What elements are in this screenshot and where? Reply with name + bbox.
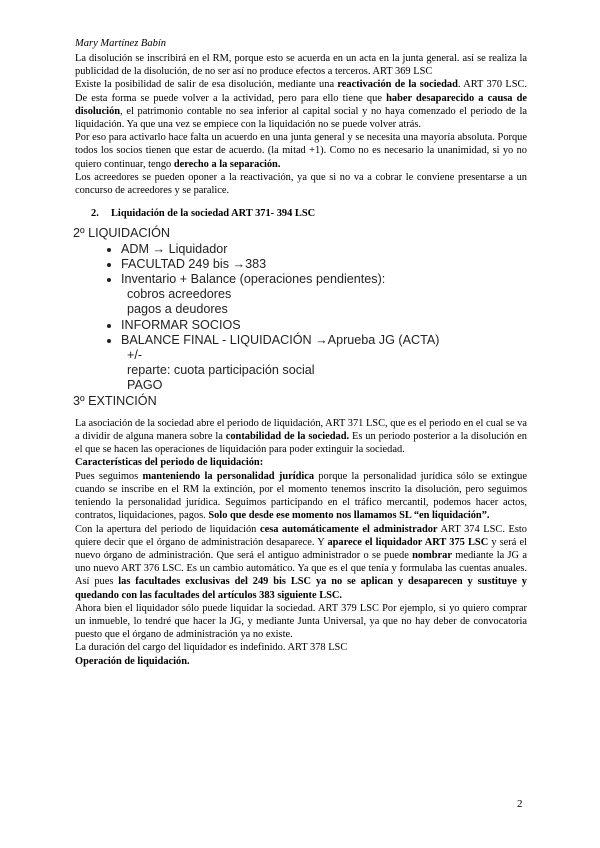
slide-bullet: • Inventario + Balance (operaciones pendientes): <box>121 272 527 287</box>
text: Es un periodo posterior a la disolución en el que se hacen las operaciones de liquidación para poder extinguir la sociedad. <box>75 431 527 456</box>
bold-text: reactivación de la sociedad <box>337 79 458 91</box>
text: Pues seguimos <box>75 470 143 482</box>
characteristics-heading <box>75 456 527 469</box>
document-body <box>75 52 527 668</box>
text: y será el nuevo órgano de administración. Que será el antiguo administrador o se puede <box>75 536 527 561</box>
paragraph-liquidator-limits: Ahora bien el liquidador sólo puede liquidar la sociedad. ART 379 LSC Por ejemplo, si yo quiero comprar un inmueble, lo tendré que hacer la JG, y mediante Junta Universal, ya que no hay deber de convocatoria puesto que el órgano de administración ya no existe. <box>75 602 527 641</box>
paragraph-liquidation-period <box>75 417 527 457</box>
bold-text: contabilidad de la sociedad. <box>225 431 350 443</box>
bold-text: Solo que desde ese momento nos llamamos SL “en liquidación”. <box>208 510 490 522</box>
text: porque la personalidad jurídica sólo se extingue cuando se inscribe en el RM la extinción, por el momento tenemos inscrito la disolución, pero seguimos teniendo la personalidad jurídica. Seguimos participando en el tráfico mercantil, podemos hacer actos, contratos, liquidaciones, pagos. <box>75 470 527 522</box>
slide-bullet-list <box>73 242 527 288</box>
paragraph-duration: La duración del cargo del liquidador es indefinido. ART 378 LSC <box>75 642 348 654</box>
slide-bullet-list-2 <box>73 318 527 348</box>
text: Por eso para activarlo hace falta un acuerdo en una junta general y se necesita una mayoría absoluta. Porque todos los socios tienen que estar de acuerdo. (la mitad +1). Como no es necesario la unanimidad, si yo no quiero continuar, tengo <box>75 132 527 170</box>
text: Con la apertura del periodo de liquidación <box>75 523 260 535</box>
section-title <box>91 207 527 220</box>
bold-text: manteniendo la personalidad jurídica <box>142 470 315 482</box>
slide-sub-line: cobros acreedores <box>127 287 232 302</box>
paragraph-legal-personality <box>75 470 527 523</box>
paragraph-reactivation <box>75 78 527 131</box>
slide-bullet: • BALANCE FINAL - LIQUIDACIÓN →Aprueba JG (ACTA) <box>121 333 527 348</box>
paragraph-liquidator <box>75 523 527 602</box>
paragraph-creditors <box>75 171 527 197</box>
slide-after-line: PAGO <box>127 378 163 393</box>
bold-text: las facultades exclusivas del 249 bis LSC ya no se aplican y desaparecen y sustituye y quedando con las facultades del artículos 383 siguiente LSC. <box>75 576 527 601</box>
page-number: 2 <box>517 798 523 810</box>
bold-text: haber desaparecido a causa de disolución <box>75 92 528 117</box>
bold-text: Operación de liquidación. <box>75 655 190 667</box>
bold-text: nombrar <box>412 549 452 561</box>
slide-heading-extinction: 3º EXTINCIÓN <box>73 393 157 408</box>
bold-text: Características del periodo de liquidación: <box>75 457 264 469</box>
text: ART 374 LSC. Esto quiere decir que el órgano de administración desaparece. Y <box>75 523 527 548</box>
text: mediante la JG a uno nuevo ART 376 LSC. Es un cambio automático. Ya que es el que tenía y formulaba las cuentas anuales. Así pues <box>75 549 527 588</box>
slide-after-line: reparte: cuota participación social <box>127 363 315 378</box>
slide-heading-liquidation: 2º LIQUIDACIÓN <box>73 226 170 241</box>
operation-heading <box>75 655 527 668</box>
text: Existe la posibilidad de salir de esa disolución, mediante una <box>75 79 338 91</box>
section-title-text: Liquidación de la sociedad ART 371- 394 LSC <box>111 208 316 220</box>
text: La asociación de la sociedad abre el periodo de liquidación, ART 371 LSC, que es el periodo en el cual se va a dividir de alguna manera sobre la <box>75 417 527 443</box>
slide-sub-line: pagos a deudores <box>127 302 228 317</box>
bold-text: derecho a la separación. <box>173 158 281 170</box>
author-header: Mary Martínez Babín <box>75 38 166 49</box>
slide-outline <box>73 226 527 408</box>
slide-bullet: • FACULTAD 249 bis →383 <box>121 257 527 272</box>
text: , el patrimonio contable no sea inferior al capital social y no haya comenzado el periodo de la liquidación. Ya que una vez se empiece con la liquidación no se puede volver atrás. <box>75 105 527 131</box>
text: Los acreedores se pueden oponer a la reactivación, ya que si no va a cobrar le conviene presentarse a un concurso de acreedores y se paralice. <box>75 171 527 197</box>
bold-text: aparece el liquidador ART 375 LSC <box>327 536 489 548</box>
paragraph-majority <box>75 131 527 171</box>
section-number: 2. <box>91 208 99 220</box>
text: La disolución se inscribirá en el RM, porque esto se acuerda en un acta en la junta general. así se realiza la publicidad de la disolución, de no ser así no produce efectos a terceros. ART 369 LSC <box>75 53 527 78</box>
bold-text: cesa automáticamente el administrador <box>259 523 438 535</box>
paragraph-registration <box>75 52 527 78</box>
slide-after-line: +/- <box>127 348 143 363</box>
text: . ART 370 LSC. De esta forma se puede volver a la actividad, pero para ello tiene que <box>75 79 528 104</box>
slide-bullet: • INFORMAR SOCIOS <box>121 318 527 333</box>
slide-bullet: • ADM → Liquidador <box>121 242 527 257</box>
